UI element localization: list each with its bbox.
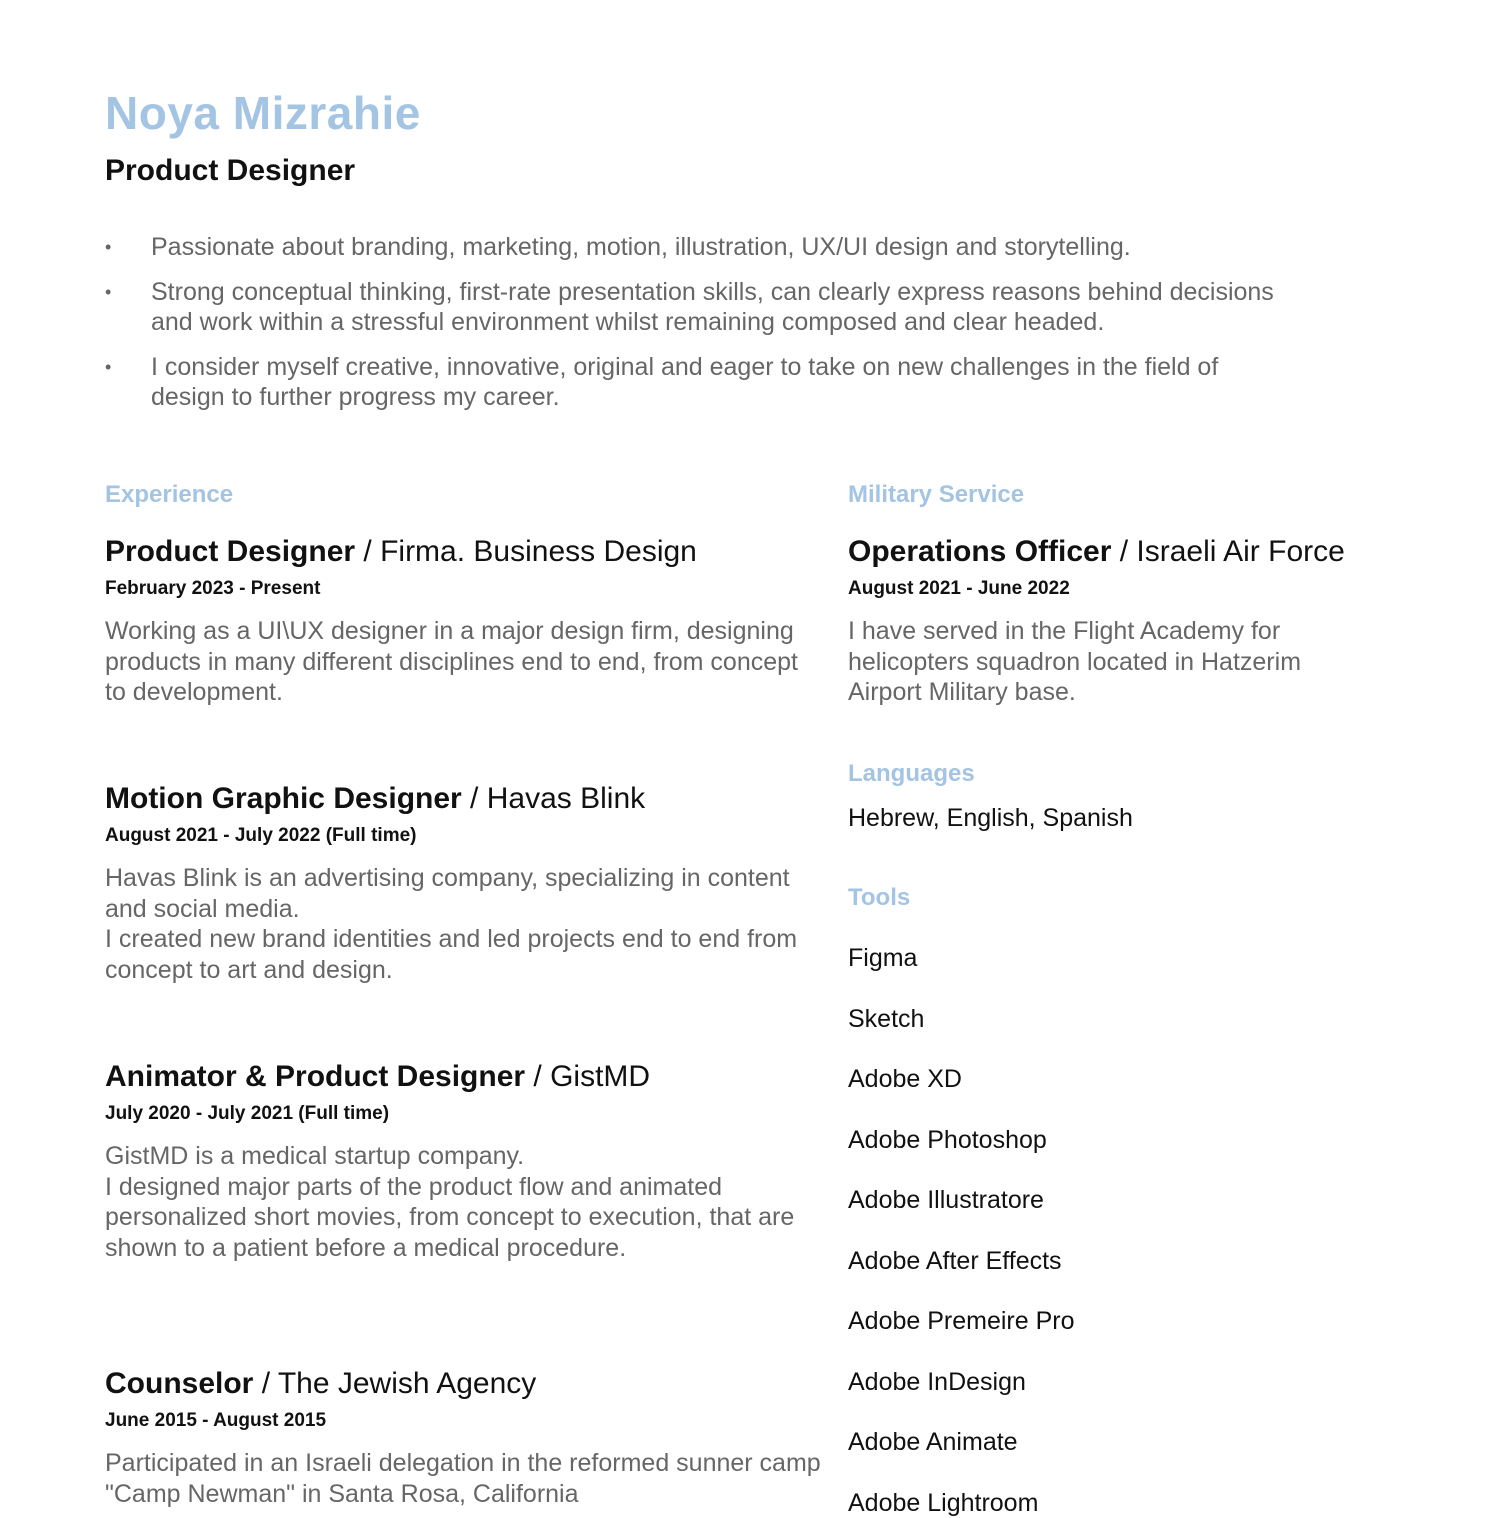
job-title: Animator & Product Designer / GistMD — [105, 1060, 651, 1093]
military-description: I have served in the Flight Academy for helicopters squadron located in Hatzerim Airport Military base. — [848, 617, 1302, 706]
military-entry — [848, 534, 1408, 708]
military-heading: Military Service — [848, 481, 1025, 508]
job-entry — [105, 781, 825, 985]
job-entry — [105, 534, 825, 708]
job-description: Working as a UI\UX designer in a major design firm, designing products in many different disciplines end to end, from concept to development. — [105, 617, 798, 706]
military-title: Operations Officer / Israeli Air Force — [848, 535, 1345, 568]
job-title: Motion Graphic Designer / Havas Blink — [105, 782, 646, 815]
summary-item: • I consider myself creative, innovative, original and eager to take on new challenges in the field of design to further progress my career. — [105, 352, 1285, 412]
job-entry — [105, 1366, 825, 1509]
tool-item: Figma — [848, 944, 918, 972]
job-title: Product Designer / Firma. Business Design — [105, 535, 697, 568]
experience-heading: Experience — [105, 481, 234, 508]
job-entry — [105, 1059, 825, 1263]
job-description: Havas Blink is an advertising company, specializing in content and social media. I created new brand identities and led projects end to end from concept to art and design. — [105, 864, 798, 984]
job-dates: August 2021 - July 2022 (Full time) — [105, 825, 417, 846]
tool-item: Adobe Lightroom — [848, 1489, 1039, 1517]
job-description: Participated in an Israeli delegation in the reformed sunner camp "Camp Newman" in Santa Rosa, California — [105, 1449, 821, 1508]
job-dates: July 2020 - July 2021 (Full time) — [105, 1103, 390, 1124]
job-title: Counselor / The Jewish Agency — [105, 1367, 537, 1400]
tool-item: Adobe Premeire Pro — [848, 1307, 1075, 1335]
summary-item: • Passionate about branding, marketing, motion, illustration, UX/UI design and storytelling. — [105, 232, 1285, 262]
candidate-name: Noya Mizrahie — [105, 87, 421, 139]
job-description: GistMD is a medical startup company. I designed major parts of the product flow and animated personalized short movies, from concept to execution, that are shown to a patient before a medical procedure. — [105, 1142, 795, 1262]
tool-item: Adobe XD — [848, 1065, 962, 1093]
languages-heading: Languages — [848, 760, 975, 787]
tool-item: Adobe Photoshop — [848, 1126, 1047, 1154]
job-dates: February 2023 - Present — [105, 578, 321, 599]
military-dates: August 2021 - June 2022 — [848, 578, 1070, 599]
tool-item: Adobe Animate — [848, 1428, 1018, 1456]
summary-list — [105, 232, 1285, 427]
languages-value: Hebrew, English, Spanish — [848, 804, 1133, 832]
tool-item: Adobe Illustratore — [848, 1186, 1044, 1214]
tool-item: Adobe After Effects — [848, 1247, 1062, 1275]
tools-heading: Tools — [848, 884, 911, 911]
tool-item: Adobe InDesign — [848, 1368, 1026, 1396]
candidate-title: Product Designer — [105, 154, 356, 187]
job-dates: June 2015 - August 2015 — [105, 1410, 327, 1431]
tool-item: Sketch — [848, 1005, 925, 1033]
summary-item: • Strong conceptual thinking, first-rate presentation skills, can clearly express reasons behind decisions and work within a stressful environment whilst remaining composed and clear headed. — [105, 277, 1285, 337]
